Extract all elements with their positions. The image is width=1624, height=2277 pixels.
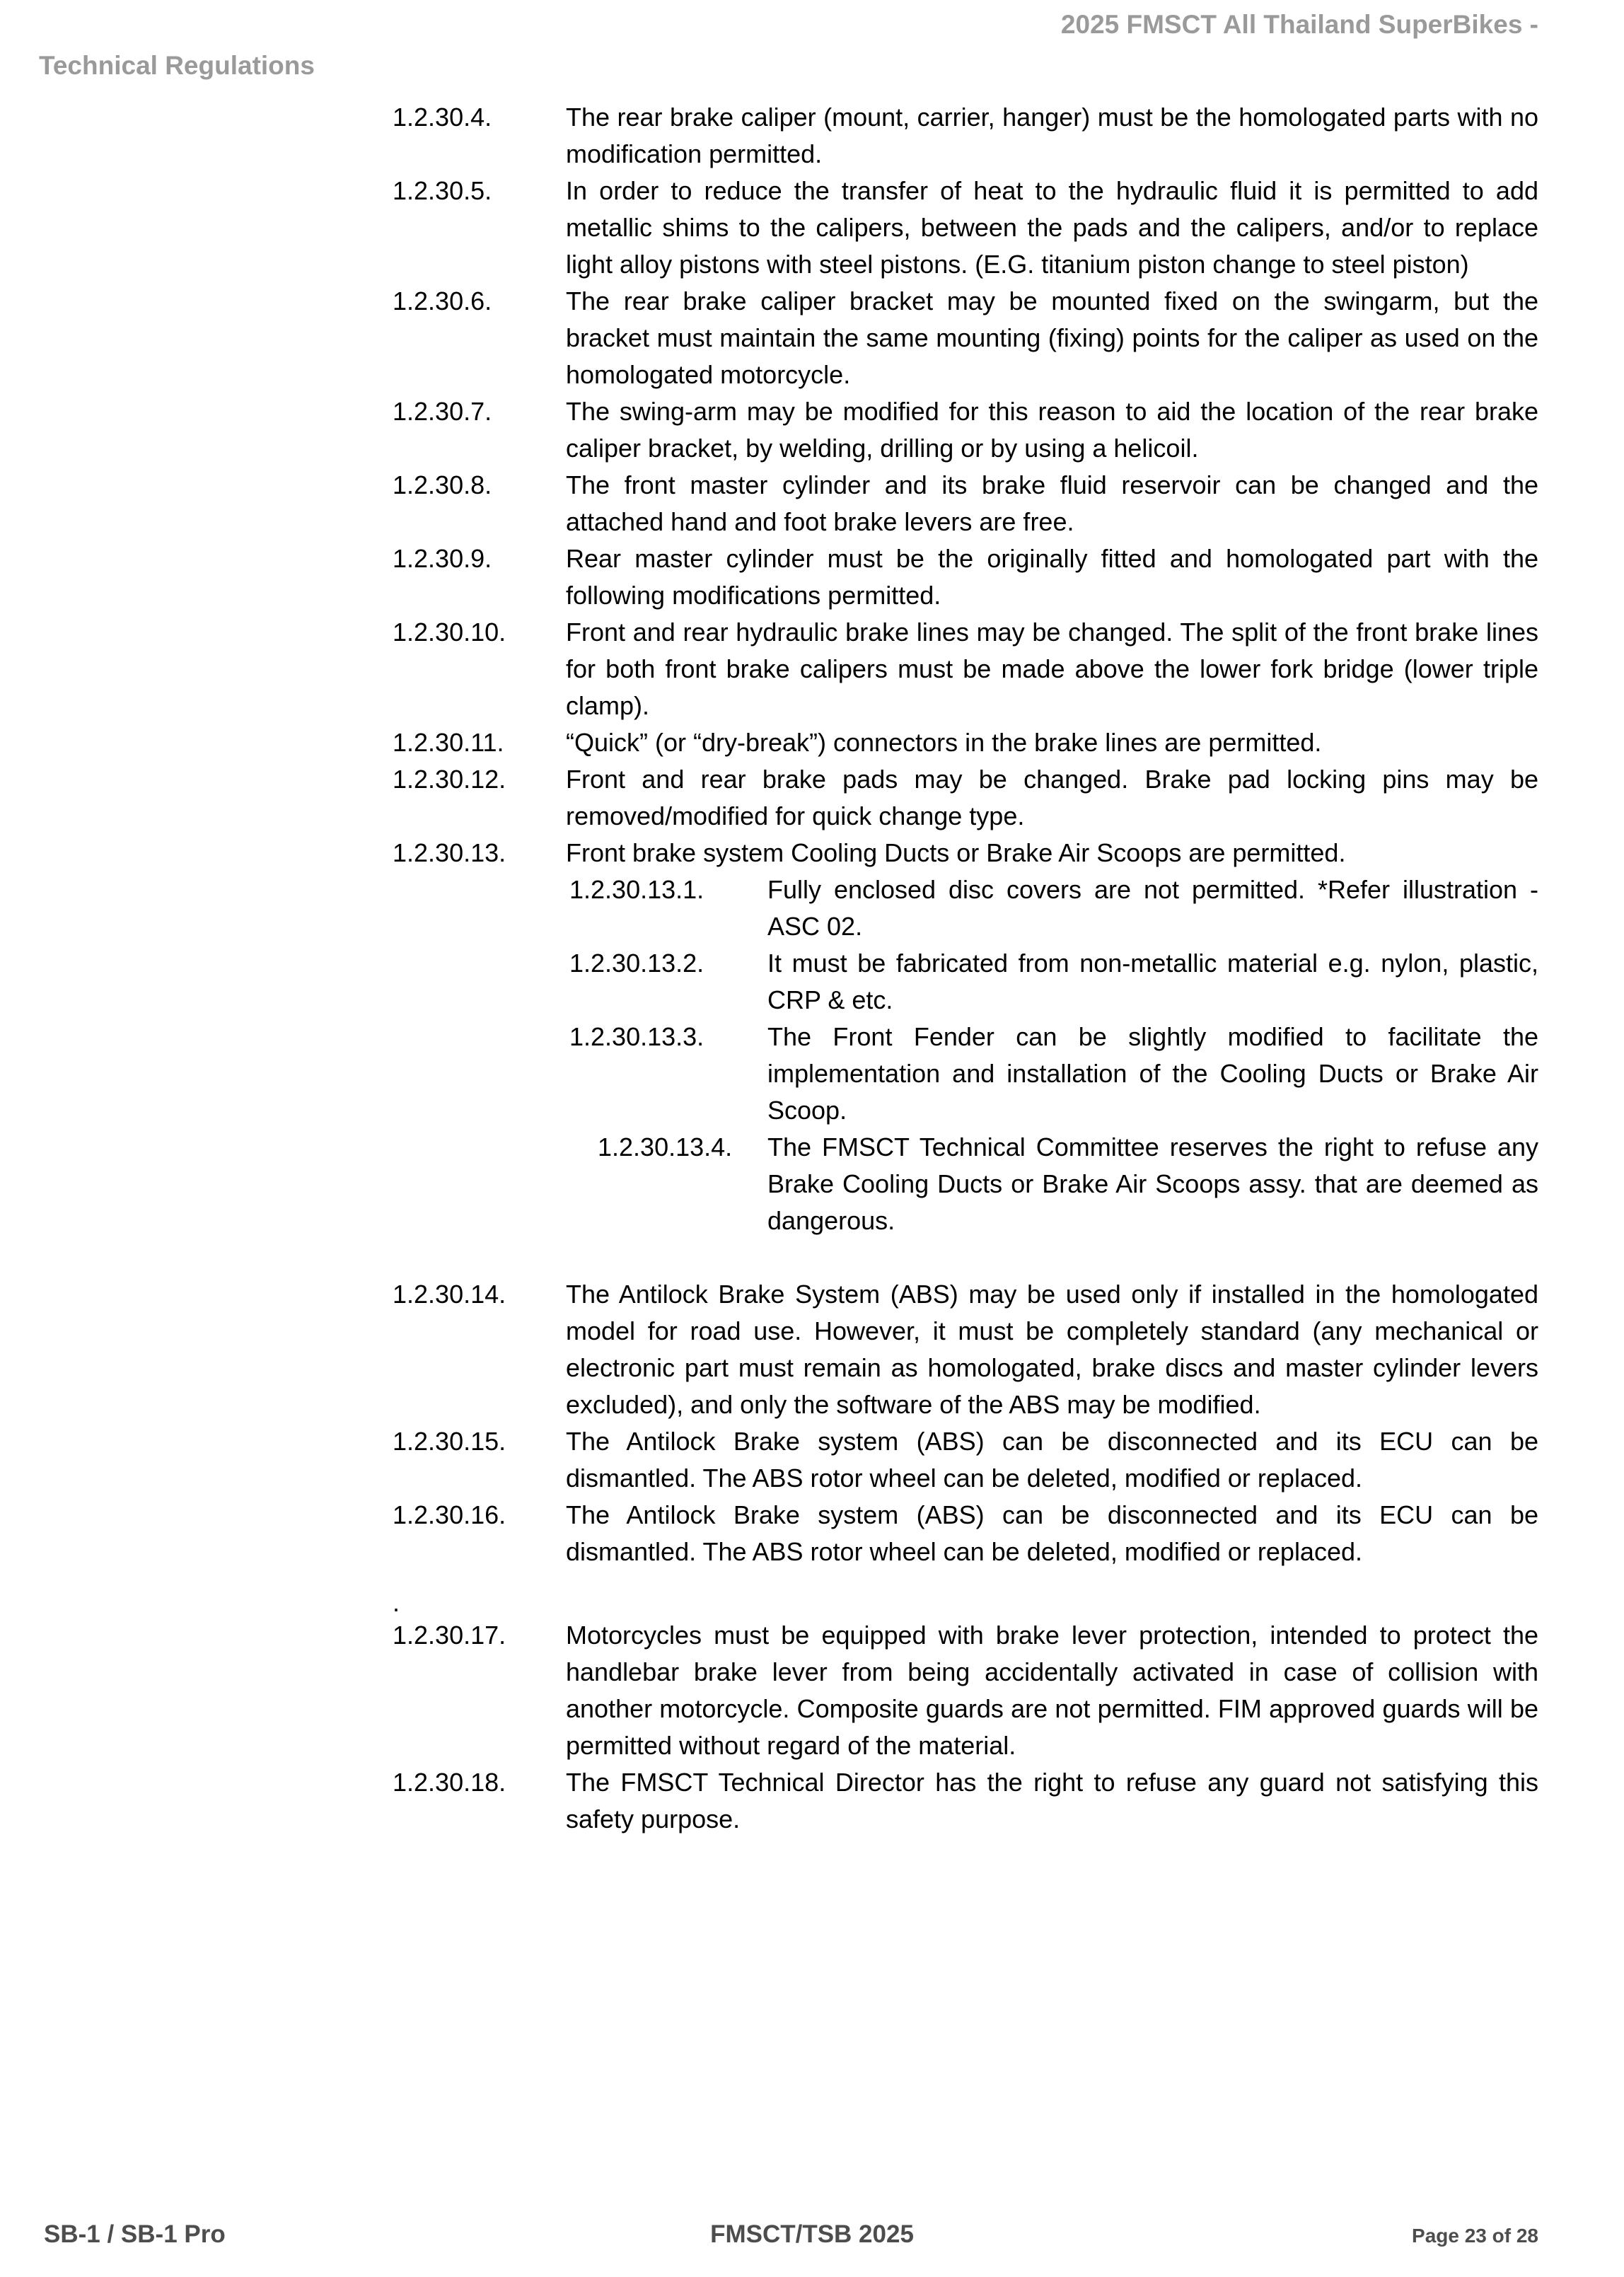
clause-text: The swing-arm may be modified for this reason to aid the location of the rear brake caliper bracket, by welding, drilling or by using a helicoil. [566,397,1538,463]
clause-text: Front brake system Cooling Ducts or Brake Air Scoops are permitted. [566,838,1346,867]
clause-item [393,393,1538,467]
clause-item [393,614,1538,724]
clause-item [393,173,1538,283]
clause-text: The Antilock Brake system (ABS) can be disconnected and its ECU can be dismantled. The ABS rotor wheel can be deleted, modified or replaced. [566,1427,1538,1493]
clause-number: 1.2.30.4. [393,103,492,132]
clause-item [393,467,1538,540]
clause-item [393,1423,1538,1497]
clause-item [393,1497,1538,1570]
paragraph-spacer [0,1570,1624,1589]
clause-item [393,835,1538,871]
clause-text: It must be fabricated from non-metallic material e.g. nylon, plastic, CRP & etc. [767,949,1538,1014]
clause-number: 1.2.30.13. [393,838,506,867]
header-title: 2025 FMSCT All Thailand SuperBikes - [1060,10,1538,39]
clause-text: “Quick” (or “dry-break”) connectors in the brake lines are permitted. [566,728,1322,757]
clause-text: Motorcycles must be equipped with brake lever protection, intended to protect the handlebar brake lever from being accidentally activated in case of collision with another motorcycle. Composite guards are not permitted. FIM approved guards will be permitted without regard of the material. [566,1621,1538,1760]
stray-period-mark: . [393,1588,400,1617]
page-header [0,0,1624,85]
regulations-clause-list [0,99,1624,1838]
clause-number: 1.2.30.7. [393,397,492,426]
clause-text: The Antilock Brake system (ABS) can be disconnected and its ECU can be dismantled. The ABS rotor wheel can be deleted, modified or replaced. [566,1500,1538,1566]
clause-text: The rear brake caliper (mount, carrier, hanger) must be the homologated parts with no modification permitted. [566,103,1538,168]
page-footer [0,2215,1624,2257]
clause-item [598,1129,1538,1239]
clause-number: 1.2.30.15. [393,1427,506,1456]
clause-number: 1.2.30.16. [393,1500,506,1529]
clause-text: The FMSCT Technical Director has the right to refuse any guard not satisfying this safety purpose. [566,1768,1538,1833]
clause-text: The front master cylinder and its brake fluid reservoir can be changed and the attached hand and foot brake levers are free. [566,470,1538,536]
clause-item [569,1019,1538,1129]
clause-item [393,99,1538,173]
clause-number: 1.2.30.5. [393,176,492,205]
clause-item [393,283,1538,393]
footer-document-label: FMSCT/TSB 2025 [710,2220,914,2248]
clause-text: The Front Fender can be slightly modified to facilitate the implementation and installation of the Cooling Ducts or Brake Air Scoop. [767,1022,1538,1125]
clause-text: The rear brake caliper bracket may be mounted fixed on the swingarm, but the bracket must maintain the same mounting (fixing) points for the caliper as used on the homologated motorcycle. [566,286,1538,389]
clause-item [393,724,1538,761]
clause-number: 1.2.30.13.2. [569,949,704,978]
clause-number: 1.2.30.13.1. [569,875,704,904]
clause-number: 1.2.30.18. [393,1768,506,1797]
clause-number: 1.2.30.13.4. [598,1132,733,1161]
clause-text: The FMSCT Technical Committee reserves the right to refuse any Brake Cooling Ducts or Brake Air Scoops assy. that are deemed as dangerous. [767,1132,1538,1235]
clause-text: Front and rear brake pads may be changed. Brake pad locking pins may be removed/modified for quick change type. [566,765,1538,830]
clause-text: In order to reduce the transfer of heat to the hydraulic fluid it is permitted to add metallic shims to the calipers, between the pads and the calipers, and/or to replace light alloy pistons with steel pistons. (E.G. titanium piston change to steel piston) [566,176,1538,279]
clause-number: 1.2.30.14. [393,1280,506,1309]
clause-item [393,540,1538,614]
clause-number: 1.2.30.8. [393,470,492,499]
clause-number: 1.2.30.11. [393,728,504,757]
clause-text: The Antilock Brake System (ABS) may be used only if installed in the homologated model for road use. However, it must be completely standard (any mechanical or electronic part must remain as homologated, brake discs and master cylinder levers excluded), and only the software of the ABS may be modified. [566,1280,1538,1419]
footer-class-label: SB-1 / SB-1 Pro [44,2220,226,2248]
clause-number: 1.2.30.6. [393,286,492,315]
clause-number: 1.2.30.13.3. [569,1022,704,1051]
header-subtitle: Technical Regulations [39,51,315,80]
footer-page-number: Page 23 of 28 [1412,2225,1538,2247]
clause-item [393,761,1538,835]
clause-text: Fully enclosed disc covers are not permitted. *Refer illustration - ASC 02. [767,875,1538,941]
clause-number: 1.2.30.12. [393,765,506,794]
clause-number: 1.2.30.17. [393,1621,506,1650]
clause-number: 1.2.30.9. [393,544,492,573]
clause-number: 1.2.30.10. [393,618,506,647]
clause-item [393,1276,1538,1423]
clause-item [393,1764,1538,1838]
paragraph-spacer [0,1239,1624,1276]
clause-item [569,945,1538,1019]
clause-text: Front and rear hydraulic brake lines may be changed. The split of the front brake lines for both front brake calipers must be made above the lower fork bridge (lower triple clamp). [566,618,1538,720]
clause-text: Rear master cylinder must be the originally fitted and homologated part with the following modifications permitted. [566,544,1538,610]
clause-item [393,1617,1538,1764]
clause-item [569,871,1538,945]
